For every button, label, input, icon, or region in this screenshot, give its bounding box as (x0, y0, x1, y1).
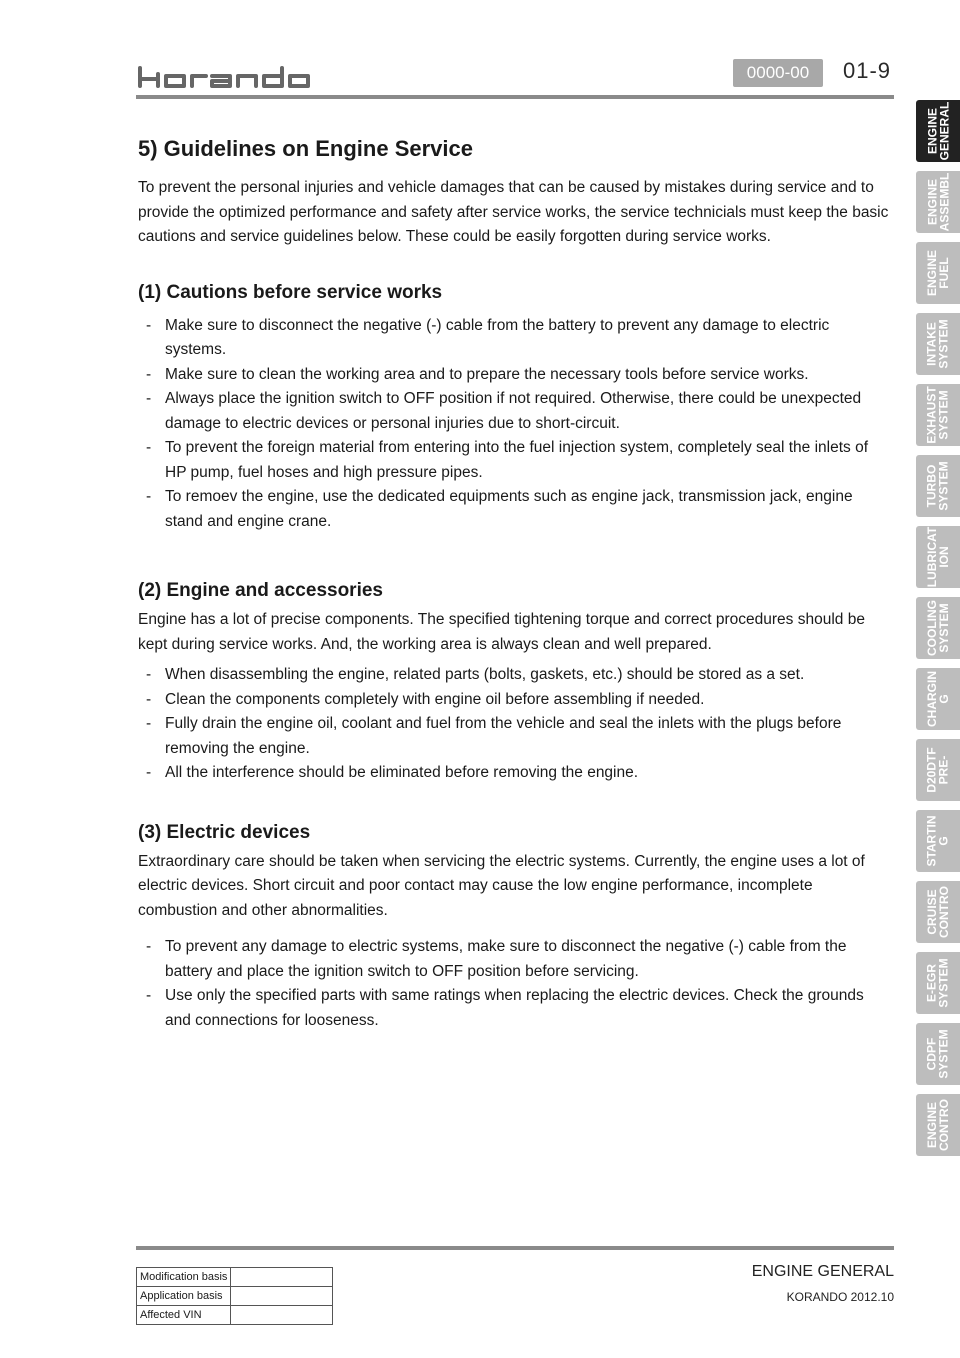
list-item: - Use only the specified parts with same ratings when replacing the electric devices. Check the grounds and connections for looseness. (146, 987, 864, 1029)
chapter-tab-label: ENGINE GENERAL (925, 101, 952, 161)
chapter-tab-label: ENGINE CONTRO (925, 1099, 951, 1151)
chapter-tab[interactable] (916, 952, 960, 1014)
list-item: - Always place the ignition switch to OFF position if not required. Otherwise, there could be unexpected damage to electric devices or personal injuries due to short-circuit. (146, 390, 862, 432)
list-item: - To prevent any damage to electric systems, make sure to disconnect the negative (-) cable from the battery and place the ignition switch to OFF position before servicing. (146, 938, 847, 980)
chapter-tab[interactable] (916, 100, 960, 162)
chapter-tab-label: CHARGIN G (925, 671, 951, 727)
list-item: - To prevent the foreign material from entering into the fuel injection system, completely seal the inlets of HP pump, fuel hoses and high pressure pipes. (146, 439, 869, 481)
chapter-tab-label: ENGINE ASSEMBL (925, 172, 952, 232)
chapter-tab-label: TURBO SYSTEM (925, 461, 951, 511)
section-code-badge: 0000-00 (733, 59, 823, 87)
table-cell-label: Affected VIN (137, 1306, 231, 1325)
chapter-tab-label: D20DTF PRE- (925, 747, 951, 793)
chapter-tab-label: CDPF SYSTEM (925, 1029, 951, 1079)
chapter-tab[interactable] (916, 881, 960, 943)
list-item: - Clean the components completely with engine oil before assembling if needed. (146, 690, 705, 708)
chapter-tabs (916, 100, 960, 1165)
chapter-tab[interactable] (916, 526, 960, 588)
chapter-tab[interactable] (916, 384, 960, 446)
chapter-tab[interactable] (916, 1094, 960, 1156)
table-row (137, 1287, 333, 1306)
chapter-tab-label: STARTIN G (925, 815, 952, 867)
table-cell-value (231, 1287, 333, 1306)
table-cell-label: Modification basis (137, 1268, 231, 1287)
cautions-list (138, 314, 890, 535)
chapter-tab[interactable] (916, 668, 960, 730)
list-item: - All the interference should be eliminated before removing the engine. (146, 764, 639, 781)
engine-accessories-list (138, 663, 890, 786)
footer-model-date: KORANDO 2012.10 (786, 1290, 894, 1304)
page-number: 01-9 (843, 58, 892, 83)
list-item: - Make sure to disconnect the negative (-) cable from the battery to prevent any damage to electric systems. (146, 316, 830, 358)
list-item: - When disassembling the engine, related parts (bolts, gaskets, etc.) should be stored as a set. (146, 666, 805, 683)
subsection-engine-accessories (138, 580, 890, 786)
main-content (138, 136, 890, 1033)
table-cell-value (231, 1268, 333, 1287)
chapter-tab-label: E-EGR SYSTEM (925, 958, 951, 1008)
chapter-tab-label: LUBRICAT ION (925, 526, 951, 588)
header-divider (136, 95, 894, 99)
chapter-tab[interactable] (916, 242, 960, 304)
subsection-title: (1) Cautions before service works (138, 281, 443, 303)
chapter-tab[interactable] (916, 739, 960, 801)
chapter-tab-label: INTAKE SYSTEM (925, 319, 951, 369)
korando-logo (136, 66, 316, 88)
footer-section-name: ENGINE GENERAL (751, 1263, 894, 1280)
chapter-tab[interactable] (916, 171, 960, 233)
subsection-cautions (138, 282, 890, 535)
subsection-electric-devices (138, 822, 890, 1034)
chapter-tab-label: EXHAUST SYSTEM (925, 386, 951, 444)
list-item: - Make sure to clean the working area and to prepare the necessary tools before service works. (146, 365, 809, 383)
section-title: 5) Guidelines on Engine Service (138, 136, 473, 161)
chapter-tab[interactable] (916, 313, 960, 375)
chapter-tab[interactable] (916, 455, 960, 517)
table-cell-value (231, 1306, 333, 1325)
chapter-tab-label: CRUISE CONTRO (925, 886, 951, 938)
subsection-title: (3) Electric devices (138, 821, 311, 843)
subsection-paragraph: Engine has a lot of precise components. The specified tightening torque and correct procedures should be kept during service works. And, the working area is always clean and well prepared. (138, 611, 865, 653)
intro-paragraph: To prevent the personal injuries and vehicle damages that can be caused by mistakes during service and to provide the optimized performance and safety after service works, the service technicials must keep the basic cautions and service guidelines below. These could be easily forgotten during service works. (138, 179, 889, 245)
list-item: - To remoev the engine, use the dedicated equipments such as engine jack, transmission jack, engine stand and engine crane. (146, 488, 853, 530)
subsection-title: (2) Engine and accessories (138, 580, 383, 601)
subsection-paragraph: Extraordinary care should be taken when servicing the electric systems. Currently, the engine uses a lot of electric devices. Short circuit and poor contact may cause the low engine performance, incomplete combustion and other abnormalities. (138, 852, 865, 919)
revision-table (136, 1267, 333, 1325)
chapter-tab[interactable] (916, 1023, 960, 1085)
chapter-tab-label: ENGINE FUEL (925, 249, 952, 297)
table-cell-label: Application basis (137, 1287, 231, 1306)
chapter-tab[interactable] (916, 597, 960, 659)
footer-divider (136, 1246, 894, 1250)
chapter-tab-label: COOLING SYSTEM (925, 600, 951, 656)
chapter-tab[interactable] (916, 810, 960, 872)
list-item: - Fully drain the engine oil, coolant and fuel from the vehicle and seal the inlets with the plugs before removing the engine. (146, 715, 842, 757)
table-row (137, 1268, 333, 1287)
electric-devices-list (138, 935, 890, 1033)
table-row (137, 1306, 333, 1325)
